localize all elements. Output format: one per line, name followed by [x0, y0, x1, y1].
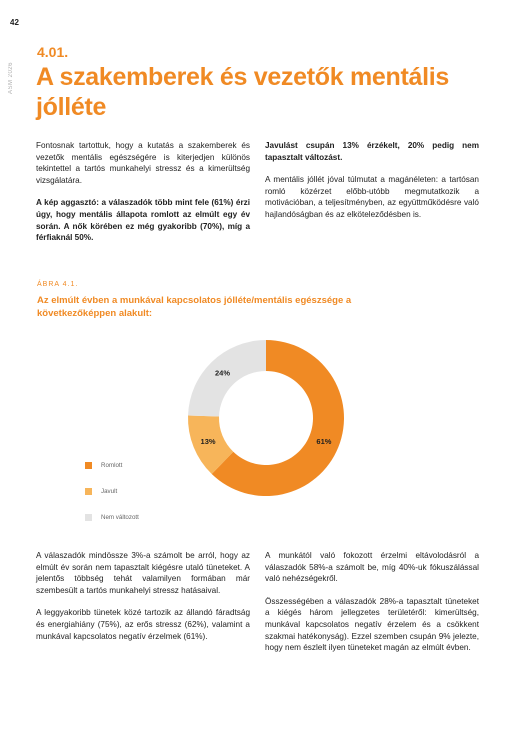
donut-label-1: 61%	[316, 436, 332, 446]
legend-swatch	[85, 462, 92, 469]
legend-swatch	[85, 488, 92, 495]
page-title: A szakemberek és vezetők mentális jólléte	[36, 63, 450, 121]
side-label: ASM 2026	[8, 62, 14, 95]
page-number: 42	[10, 18, 19, 27]
figure-title: Az elmúlt évben a munkával kapcsolatos jóllétе/mentális egészsége a következőképpen alakult:	[37, 295, 352, 319]
intro-right-paragraph-2: A mentális jóllét jóval túlmutat a magánéleten: a tartósan romló közérzet előbb-utóbb megmutatkozik a motivációban, a teljesítményben, az együttműködésre való hajlandóságban és az elköteleződésben is.	[265, 175, 479, 219]
bottom-right-paragraph-1: A munkától való fokozott érzelmi eltávolodásról a válaszadók 58%-a számolt be, míg 40%-uk fókuszálással való nehézségekről.	[265, 551, 479, 584]
bottom-right-paragraph-2: Összességében a válaszadók 28%-a tapasztalt tüneteket a kiégés három jellegzetes területéről: kimerültség, munkával kapcsolatos negatív érzelem és a csökkent szakmai hatékonyság). Ezzel szemben csupán 9% jelezte, hogy nem észlelt ilyen tüneteket magán az elmúlt évben.	[265, 596, 479, 653]
section-number: 4.01.	[37, 44, 69, 60]
donut-label-2: 13%	[200, 436, 216, 446]
intro-left-paragraph-1: Fontosnak tartottuk, hogy a kutatás a szakemberek és vezetők mentális egészségére is kiterjedjen különös tekintettel a tartós munkahelyi stressz és a kimerültség vizsgálatára.	[36, 141, 250, 185]
bottom-left-column	[36, 550, 250, 653]
legend-swatch	[85, 514, 92, 521]
bottom-left-paragraph-2: A leggyakoribb tünetek közé tartozik az állandó fáradtság és energiahiány (75%), az erős stressz (62%), valamint a munkával kapcsolatos negatív érzelmek (61%).	[36, 608, 250, 641]
intro-left-paragraph-2: A kép aggasztó: a válaszadók több mint fele (61%) érzi úgy, hogy mentális állapota romlott az elmúlt egy év során. A nők körében ez még gyakoribb (70%), míg a férfiaknál 50%.	[36, 198, 250, 243]
legend-label: Nem változott	[101, 514, 139, 521]
figure-label: ÁBRA 4.1.	[37, 281, 79, 288]
intro-right-paragraph-1: Javulást csupán 13% érzékelt, 20% pedig nem tapasztalt változást.	[265, 141, 479, 162]
donut-label-3: 24%	[215, 368, 231, 378]
legend-label: Romlott	[101, 462, 123, 469]
legend-label: Javult	[101, 488, 118, 495]
bottom-left-paragraph-1: A válaszadók mindössze 3%-a számolt be arról, hogy az elmúlt év során nem tapasztalt kiégésre utaló tüneteket. A jelentős többség tehát valamilyen formában már szembesült a tartós munkahelyi stressz hatásaival.	[36, 551, 250, 595]
bottom-right-column	[265, 550, 479, 665]
donut-slice-3	[188, 340, 266, 416]
